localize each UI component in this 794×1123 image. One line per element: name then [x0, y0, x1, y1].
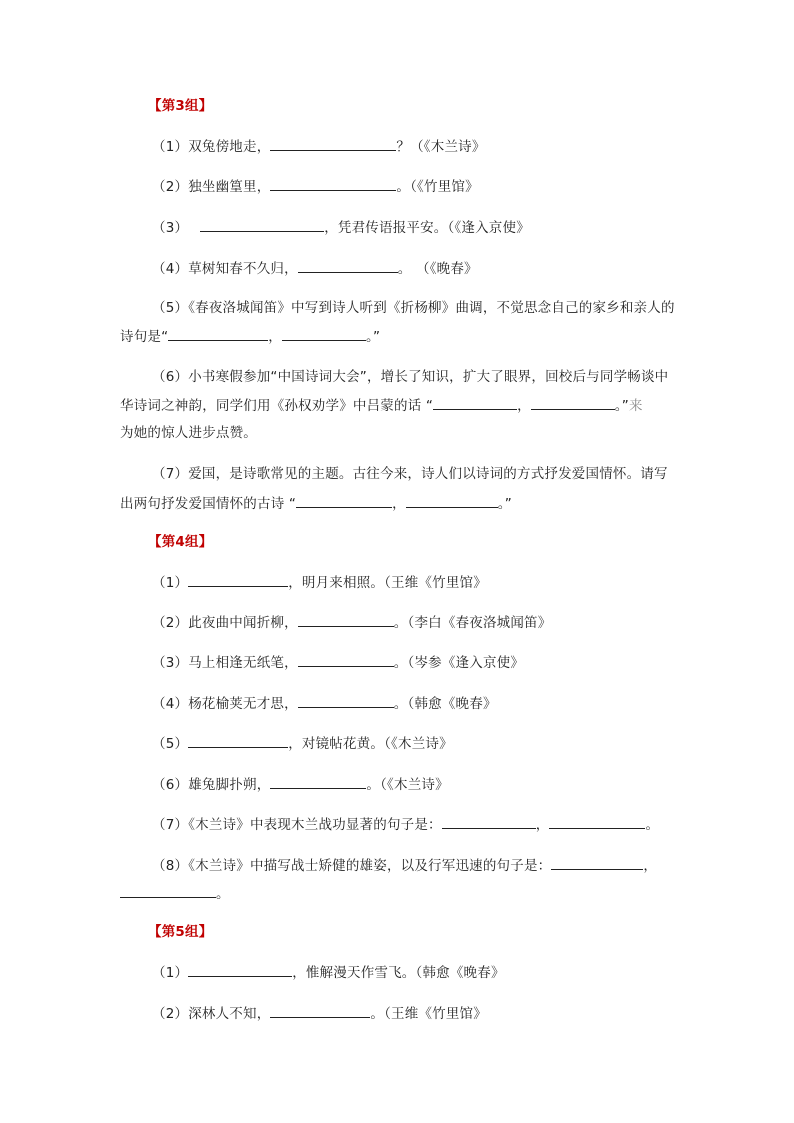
question-3-1: （1）双兔傍地走， ？（《木兰诗》 [152, 136, 486, 157]
question-3-2: （2）独坐幽篁里， 。（《竹里馆》 [152, 176, 479, 197]
section-heading-3: 【第3组】 [148, 98, 213, 114]
question-3-6-line1: （6）小书寒假参加“中国诗词大会”，增长了知识，扩大了眼界，回校后与同学畅谈中 [152, 369, 669, 385]
answer-blank[interactable] [406, 493, 498, 508]
question-4-3: （3）马上相逢无纸笔， 。（岑参《逢入京使》 [152, 652, 524, 673]
question-5-2: （2）深林人不知， 。（王维《竹里馆》 [152, 1003, 487, 1024]
answer-blank[interactable] [549, 814, 645, 829]
question-3-6-line2: 华诗词之神韵，同学们用《孙权劝学》中吕蒙的话 “ ， 。”来 [120, 395, 643, 416]
answer-blank[interactable] [298, 258, 398, 273]
answer-blank[interactable] [298, 693, 394, 708]
question-4-2: （2）此夜曲中闻折柳， 。（李白《春夜洛城闻笛》 [152, 612, 551, 633]
answer-blank[interactable] [168, 326, 268, 341]
question-3-3: （3） ，凭君传语报平安。（《逢入京使》 [152, 217, 530, 238]
answer-blank[interactable] [298, 612, 394, 627]
question-4-8-line1: （8）《木兰诗》中描写战士矫健的雄姿，以及行军迅速的句子是： ， [152, 855, 657, 876]
question-5-1: （1） ，惟解漫天作雪飞。（韩愈《晚春》 [152, 962, 505, 983]
answer-blank[interactable] [270, 176, 396, 191]
answer-blank[interactable] [442, 814, 536, 829]
section-heading-4: 【第4组】 [148, 534, 213, 550]
question-3-4: （4）草树知春不久归， 。 （《晚春》 [152, 258, 478, 279]
answer-blank[interactable] [531, 395, 615, 410]
question-4-8-line2: 。 [120, 883, 230, 904]
question-3-6-line3: 为她的惊人进步点赞。 [120, 425, 257, 441]
question-3-5-line1: （5）《春夜洛城闻笛》中写到诗人听到《折杨柳》曲调，不觉思念自己的家乡和亲人的 [152, 300, 675, 316]
answer-blank[interactable] [188, 733, 288, 748]
answer-blank[interactable] [200, 217, 324, 232]
answer-blank[interactable] [188, 962, 292, 977]
answer-blank[interactable] [298, 652, 394, 667]
section-heading-5: 【第5组】 [148, 924, 213, 940]
answer-blank[interactable] [188, 572, 288, 587]
question-4-5: （5） ，对镜帖花黄。（《木兰诗》 [152, 733, 453, 754]
question-4-4: （4）杨花榆荚无才思， 。（韩愈《晚春》 [152, 693, 497, 714]
question-3-7-line1: （7）爱国，是诗歌常见的主题。古往今来，诗人们以诗词的方式抒发爱国情怀。请写 [152, 466, 668, 482]
answer-blank[interactable] [433, 395, 517, 410]
question-3-5-line2: 诗句是“ ， 。” [120, 326, 380, 347]
answer-blank[interactable] [270, 136, 396, 151]
answer-blank[interactable] [270, 774, 366, 789]
question-4-7: （7）《木兰诗》中表现木兰战功显著的句子是： ， 。 [152, 814, 659, 835]
answer-blank[interactable] [296, 493, 392, 508]
answer-blank[interactable] [551, 855, 643, 870]
question-4-1: （1） ，明月来相照。（王维《竹里馆》 [152, 572, 487, 593]
answer-blank[interactable] [282, 326, 366, 341]
answer-blank[interactable] [270, 1003, 370, 1018]
question-4-6: （6）雄兔脚扑朔， 。（《木兰诗》 [152, 774, 449, 795]
question-3-7-line2: 出两句抒发爱国情怀的古诗 “ ， 。” [120, 493, 512, 514]
answer-blank[interactable] [120, 883, 216, 898]
